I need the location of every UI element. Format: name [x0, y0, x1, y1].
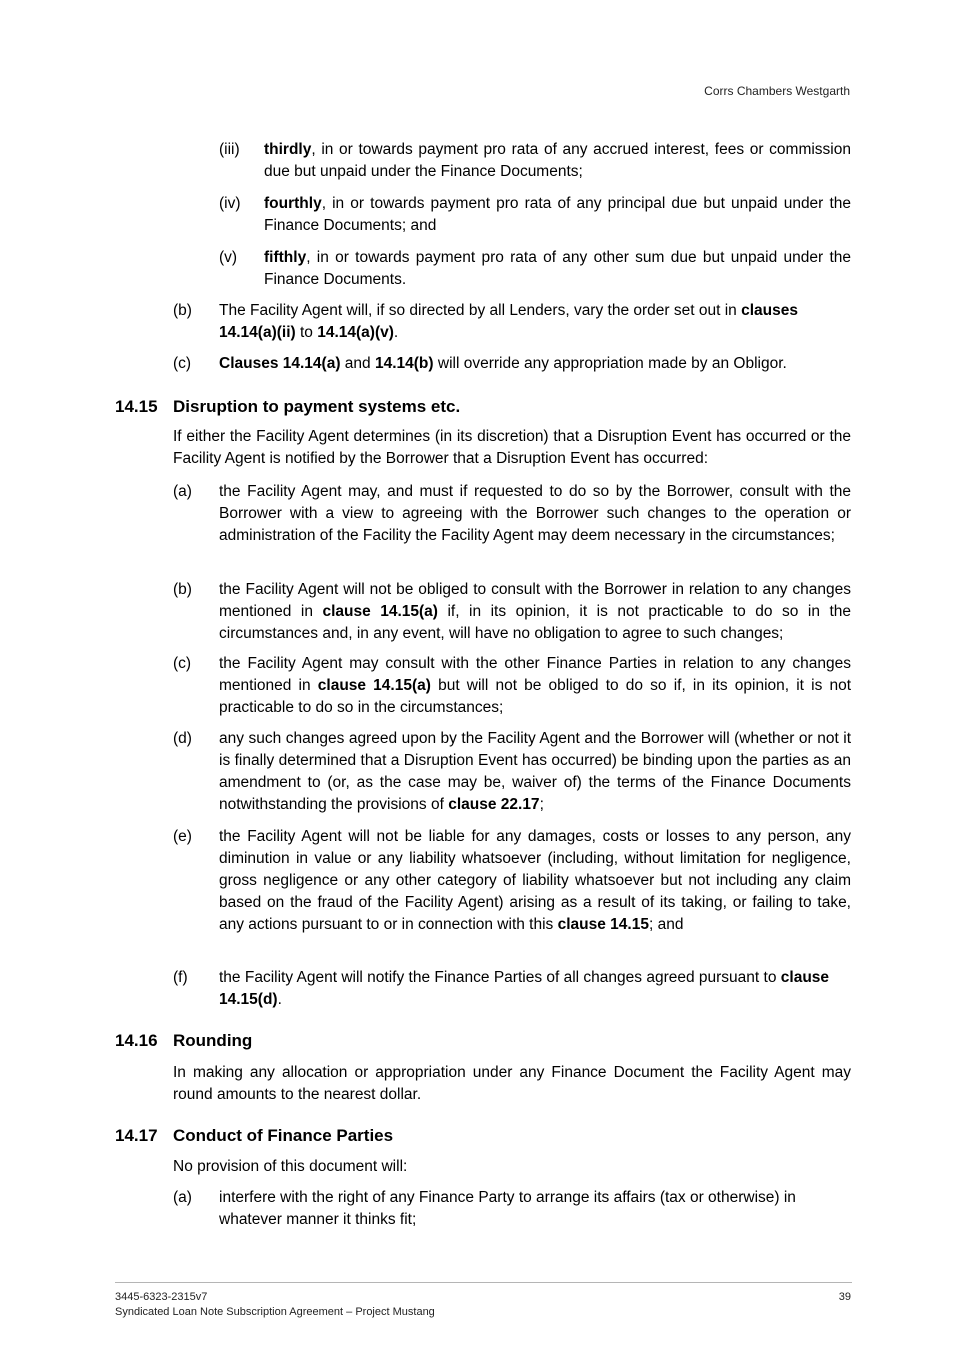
footer-divider — [115, 1282, 852, 1283]
item-text-run: the Facility Agent will not be obliged to consult with the Borrower in relation to any changes mentioned in — [219, 581, 851, 620]
item-text: the Facility Agent may, and must if requested to do so by the Borrower, consult with the Borrower with a view to agreeing with the Borrower such changes to the operation or administration of the Facility the Facility Agent may deem necessary in the circumstances; — [219, 483, 851, 544]
item-text — [264, 139, 851, 183]
item-label: (b) — [173, 581, 192, 598]
clause-ref: clauses 14.14(a)(ii) — [219, 302, 798, 341]
item-label: (e) — [173, 828, 192, 845]
item-bold: fifthly — [264, 249, 307, 266]
footer-doc-id: 3445-6323-2315v7 — [115, 1291, 208, 1303]
item-text-run: any such changes agreed upon by the Facility Agent and the Borrower will (whether or not it is finally determined that a Disruption Event has occurred) be binding upon the parties as an amendment to (or, as the case may be, waiver of) the terms of the Finance Documents notwithstanding the provisions of — [219, 730, 851, 813]
item-bold: fourthly — [264, 195, 322, 212]
item-label: (iii) — [219, 141, 240, 158]
section-14-16-text: In making any allocation or appropriation under any Finance Document the Facility Agent may round amounts to the nearest dollar. — [173, 1064, 851, 1103]
item-label: (a) — [173, 483, 192, 500]
item-text — [219, 826, 851, 936]
item-text — [219, 728, 851, 816]
section-14-15-intro: If either the Facility Agent determines (in its discretion) that a Disruption Event has occurred or the Facility Agent is notified by the Borrower that a Disruption Event has occurred: — [173, 428, 851, 467]
item-text-run: , in or towards payment pro rata of any principal due but unpaid under the Finance Documents; and — [264, 195, 851, 234]
item-text-run: will override any appropriation made by an Obligor. — [433, 355, 787, 372]
item-text-run: , in or towards payment pro rata of any other sum due but unpaid under the Finance Documents. — [264, 249, 851, 288]
footer-doc-title: Syndicated Loan Note Subscription Agreement – Project Mustang — [115, 1306, 435, 1318]
item-text-run: , in or towards payment pro rata of any accrued interest, fees or commission due but unpaid under the Finance Documents; — [264, 141, 851, 180]
item-label: (f) — [173, 969, 188, 986]
item-text-run: The Facility Agent will, if so directed by all Lenders, vary the order set out in — [219, 302, 742, 319]
clause-ref: Clauses 14.14(a) — [219, 355, 341, 372]
item-text-run: the Facility Agent may consult with the other Finance Parties in relation to any changes mentioned in — [219, 655, 851, 694]
item-text-run: ; and — [648, 916, 684, 933]
clause-ref: clause 14.15(d) — [219, 969, 830, 1008]
clause-ref: clause 14.15(a) — [317, 677, 431, 694]
item-text-run: . — [393, 324, 399, 341]
clause-ref: clause 14.15 — [557, 916, 649, 933]
item-text-run: . — [277, 991, 282, 1008]
section-title: Conduct of Finance Parties — [173, 1126, 394, 1145]
item-text-run: and — [340, 355, 375, 372]
item-text-run: ; — [539, 796, 544, 813]
section-number: 14.16 — [115, 1031, 158, 1050]
section-14-17-intro: No provision of this document will: — [173, 1158, 408, 1175]
item-text — [264, 193, 851, 237]
item-text — [219, 579, 851, 645]
item-label: (v) — [219, 249, 238, 266]
item-text — [264, 247, 851, 291]
item-text — [219, 353, 851, 375]
item-text — [219, 967, 851, 1011]
item-label: (d) — [173, 730, 192, 747]
item-text-run: if, in its opinion, it is not practicable to do so in the circumstances and, in any event, will have no obligation to agree to such changes; — [219, 603, 852, 642]
footer-page-number: 39 — [838, 1291, 851, 1303]
item-text-run: but will not be obliged to do so if, in its opinion, it is not practicable to do so in the circumstances; — [219, 677, 852, 716]
item-text — [219, 300, 851, 344]
item-label: (c) — [173, 655, 192, 672]
header-firm-name: Corrs Chambers Westgarth — [704, 84, 850, 98]
item-text — [219, 653, 851, 719]
section-number: 14.17 — [115, 1126, 158, 1145]
item-bold: thirdly — [264, 141, 312, 158]
section-title: Rounding — [173, 1031, 253, 1050]
clause-ref: 14.14(a)(v) — [317, 324, 394, 341]
clause-ref: 14.14(b) — [374, 355, 434, 372]
item-text: interfere with the right of any Finance Party to arrange its affairs (tax or otherwise) in whatever manner it thinks fit; — [219, 1189, 796, 1228]
item-label: (a) — [173, 1189, 192, 1206]
item-label: (b) — [173, 302, 192, 319]
section-number: 14.15 — [115, 397, 158, 416]
item-text-run: the Facility Agent will notify the Finance Parties of all changes agreed pursuant to — [219, 969, 781, 986]
item-text-run: the Facility Agent will not be liable for any damages, costs or losses to any person, any diminution in value or any liability whatsoever (including, without limitation for negligence, gross negligence or any other category of liability whatsoever but not including any claim based on the fraud of the Facility Agent) arising as a result of its taking, or failing to take, any actions pursuant to or in connection with this — [219, 828, 851, 933]
item-text-run: to — [295, 324, 318, 341]
section-title: Disruption to payment systems etc. — [173, 397, 461, 416]
item-label: (iv) — [219, 195, 241, 212]
clause-ref: clause 22.17 — [448, 796, 540, 813]
clause-ref: clause 14.15(a) — [322, 603, 438, 620]
item-label: (c) — [173, 355, 192, 372]
